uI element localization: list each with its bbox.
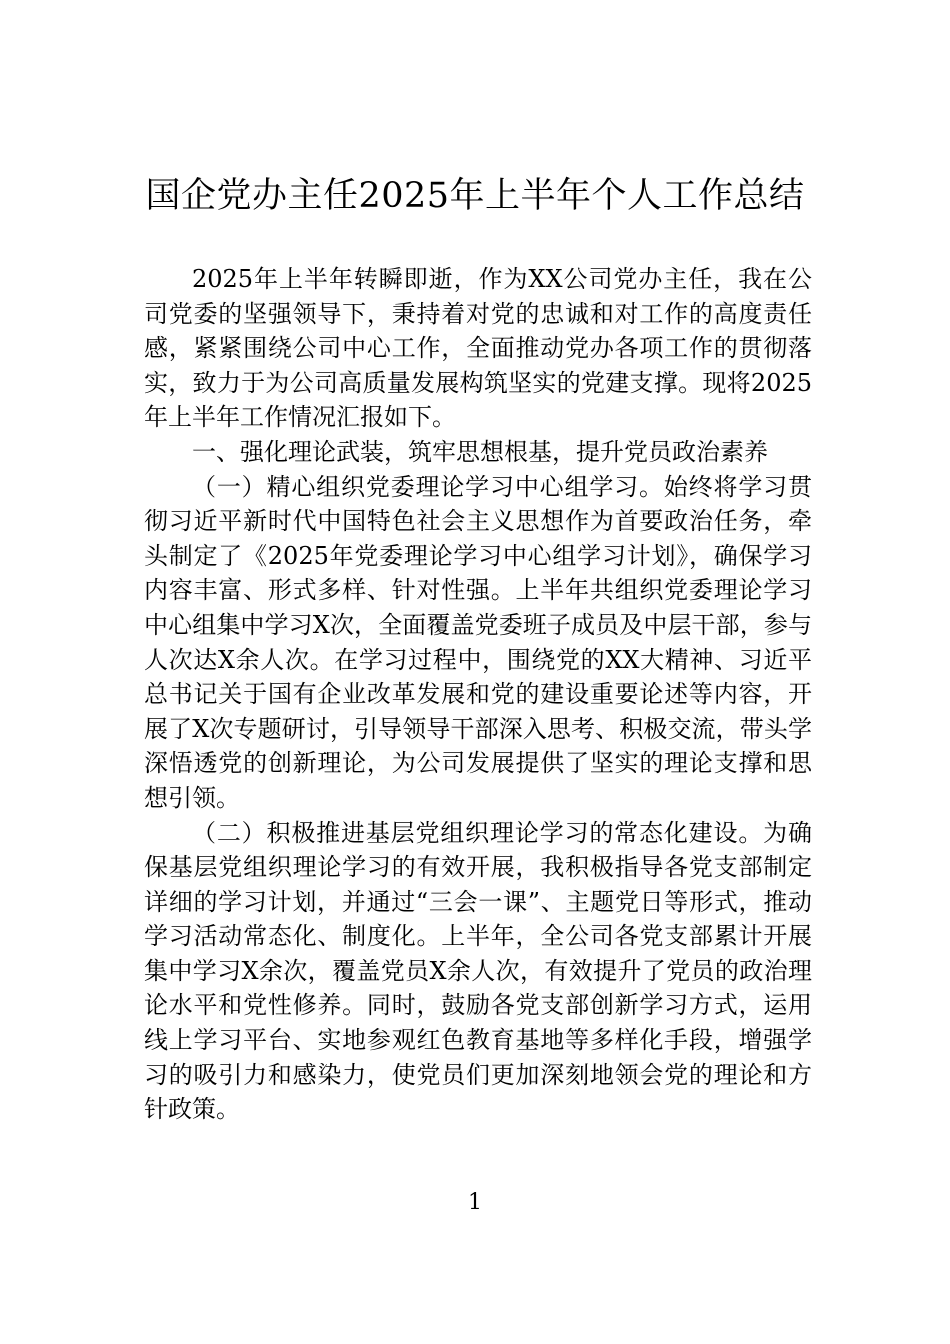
subsection-paragraph-2: （二）积极推进基层党组织理论学习的常态化建设。为确保基层党组织理论学习的有效开展，我积极指导各党支部制定详细的学习计划，并通过“三会一课”、主题党日等形式，推动学习活动常态化、制度化。上半年，全公司各党支部累计开展集中学习X余次，覆盖党员X余人次，有效提升了党员的政治理论水平和党性修养。同时，鼓励各党支部创新学习方式，运用线上学习平台、实地参观红色教育基地等多样化手段，增强学习的吸引力和感染力，使党员们更加深刻地领会党的理论和方针政策。 — [144, 818, 812, 1124]
page-number: 1 — [468, 1190, 482, 1215]
document-title: 国企党办主任2025年上半年个人工作总结 — [145, 176, 805, 216]
intro-paragraph: 2025年上半年转瞬即逝，作为XX公司党办主任，我在公司党委的坚强领导下，秉持着对党的忠诚和对工作的高度责任感，紧紧围绕公司中心工作，全面推动党办各项工作的贯彻落实，致力于为公司高质量发展构筑坚实的党建支撑。现将2025年上半年工作情况汇报如下。 — [144, 265, 812, 432]
section-heading-1: 一、强化理论武装，筑牢思想根基，提升党员政治素养 — [192, 437, 768, 466]
document-body — [144, 262, 812, 1127]
subsection-paragraph-1: （一）精心组织党委理论学习中心组学习。始终将学习贯彻习近平新时代中国特色社会主义思想作为首要政治任务，牵头制定了《2025年党委理论学习中心组学习计划》，确保学习内容丰富、形式多样、针对性强。上半年共组织党委理论学习中心组集中学习X次，全面覆盖党委班子成员及中层干部，参与人次达X余人次。在学习过程中，围绕党的XX大精神、习近平总书记关于国有企业改革发展和党的建设重要论述等内容，开展了X次专题研讨，引导领导干部深入思考、积极交流，带头学深悟透党的创新理论，为公司发展提供了坚实的理论支撑和思想引领。 — [144, 472, 812, 812]
